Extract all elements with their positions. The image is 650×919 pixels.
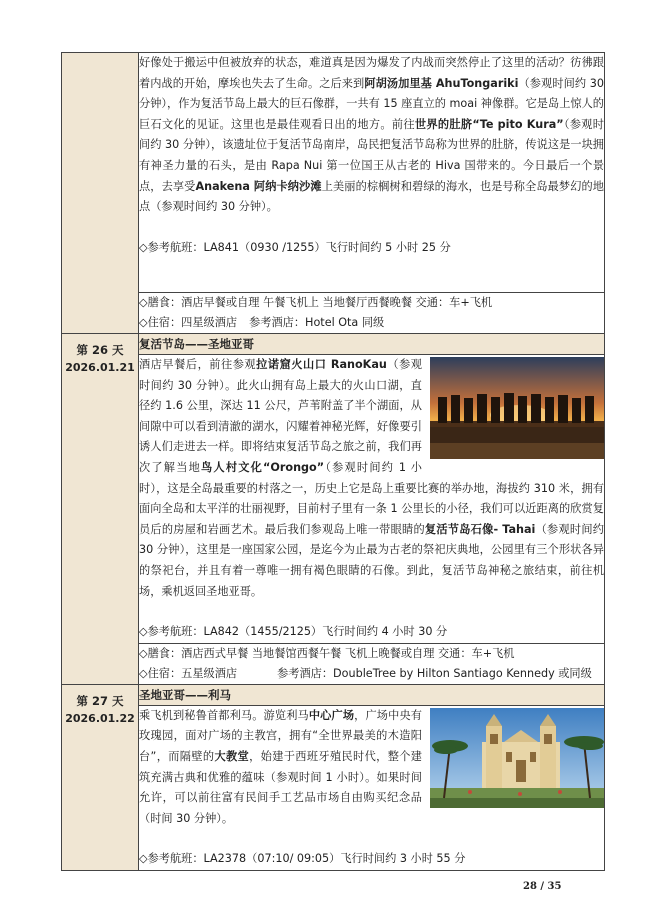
day26-date: 2026.01.21 bbox=[65, 361, 135, 374]
lima-cathedral-photo bbox=[430, 708, 604, 808]
day25-hotel: ◇住宿：四星级酒店 bbox=[139, 316, 238, 329]
day27-text-1: 乘飞机到秘鲁首都利马。游览利马 bbox=[139, 708, 309, 722]
day25-text-3: （参观时间约 30 分钟），该遗址位于复活节岛南岸，岛民把复活节岛称为世界的肚脐，传说这是一块拥有神圣力量的石头，是由 Rapa Nui 第一位国王从古老的 Hiva 国带来的。今日最后一个景点，去享受 bbox=[139, 117, 604, 193]
day27-text-2: ，广场中央有玫瑰园，面对广场的主教宫，拥有“全世界最美的木造阳台”，而隔壁的 bbox=[139, 708, 422, 763]
day26-info bbox=[139, 643, 605, 684]
day26-text-1: 酒店早餐后，前往参观 bbox=[139, 358, 257, 371]
day26-text-2: （参观时间约 30 分钟）。此火山拥有岛上最大的火山口湖，直径约 1.6 公里，深达 11 公尺，芦苇附盖了半个湖面，从间隙中可以看到清澈的湖水，闪耀着神秘光辉，好像要引诱人们走进去一样。即将结束复活节岛之旅之前，我们再次了解当地 bbox=[139, 358, 422, 474]
day25-day-cell bbox=[62, 53, 139, 334]
day26-hotel-ref: 参考酒店：DoubleTree by Hilton Santiago Kennedy 或同级 bbox=[277, 666, 592, 680]
orongo-name: 鸟人村文化“Orongo” bbox=[201, 460, 325, 474]
day26-content-row bbox=[62, 355, 605, 644]
day26-title: 复活节岛——圣地亚哥 bbox=[139, 334, 605, 355]
day26-flight: ◇参考航班：LA842（1455/2125）飞行时间约 4 小时 30 分 bbox=[139, 625, 448, 639]
day27-header-row bbox=[62, 684, 605, 705]
day26-content bbox=[139, 355, 605, 644]
day25-description bbox=[139, 53, 604, 218]
day26-meals: ◇膳食：酒店西式早餐 当地餐馆西餐午餐 飞机上晚餐或自理 交通：车+飞机 bbox=[139, 646, 515, 660]
day25-text-2: （参观时间约 30 分钟），作为复活节岛上最大的巨石像群，一共有 15 座直立的 moai 神像群。它是岛上惊人的巨石文化的见证。这里也是最佳观看日出的地方。前往 bbox=[139, 76, 604, 131]
ahu-tongariki-name: 阿胡汤加里基 AhuTongariki bbox=[364, 76, 519, 90]
day27-title: 圣地亚哥——利马 bbox=[139, 684, 605, 705]
day26-hotel: ◇住宿：五星级酒店 bbox=[139, 666, 238, 680]
day26-text-4: （参观时间约 30 分钟），这里是一座国家公园，是迄今为止最为古老的祭祀庆典地，公园里有三个形状各异的祭祀台，并且有着一尊唯一拥有褐色眼睛的石像。到此，复活节岛神秘之旅结束，前往机场，乘机返回圣地亚哥。 bbox=[139, 522, 604, 598]
easter-island-moai-photo bbox=[430, 357, 604, 459]
te-pito-kura-name: 世界的肚脐“Te pito Kura” bbox=[414, 117, 564, 131]
day27-day-cell bbox=[62, 684, 139, 870]
day27-content-row bbox=[62, 705, 605, 870]
day26-header-row bbox=[62, 334, 605, 355]
itinerary-table bbox=[61, 52, 605, 871]
day25-flight: ◇参考航班：LA841（0930 /1255）飞行时间约 5 小时 25 分 bbox=[139, 240, 451, 254]
central-park-name: 中心广场 bbox=[308, 708, 355, 722]
day27-label: 第 27 天 bbox=[76, 693, 124, 708]
day25-meals: ◇膳食：酒店早餐或自理 午餐飞机上 当地餐厅西餐晚餐 交通：车+飞机 bbox=[139, 296, 493, 309]
day25-content bbox=[139, 53, 605, 293]
day26-hotel-line bbox=[139, 664, 604, 684]
day25-text-1: 好像处于搬运中但被放弃的状态，难道真是因为爆发了内战而突然停止了这里的活动？彷彿跟着内战的开始，摩埃也失去了生命。之后来到 bbox=[139, 56, 604, 90]
tahai-name: 复活节岛石像- Tahai bbox=[424, 522, 536, 536]
day26-text-3: （参观时间约 1 小时），这是全岛最重要的村落之一，历史上它是岛上重要比赛的举办地，海拔约 310 米，拥有面向全岛和太平洋的壮丽视野，目前村子里有一条 1 公里长的小径，我们可以近距离的欣赏复员后的房屋和岩画艺术。最后我们参观岛上唯一带眼睛的 bbox=[139, 460, 604, 536]
anakena-name: Anakena 阿纳卡纳沙滩 bbox=[195, 179, 322, 193]
day27-flight: ◇参考航班：LA2378（07:10/ 09:05）飞行时间约 3 小时 55 分 bbox=[139, 852, 466, 866]
day25-content-row bbox=[62, 53, 605, 293]
day25-info bbox=[139, 293, 605, 334]
page-number: 28 / 35 bbox=[523, 881, 562, 892]
cathedral-name: 大教堂 bbox=[214, 749, 250, 763]
day25-info-row bbox=[62, 293, 605, 334]
day26-day-cell bbox=[62, 334, 139, 685]
day27-date: 2026.01.22 bbox=[65, 711, 135, 725]
day26-info-row bbox=[62, 643, 605, 684]
day25-hotel-ref: 参考酒店：Hotel Ota 同级 bbox=[249, 316, 385, 329]
day26-label: 第 26 天 bbox=[76, 343, 124, 357]
day27-content bbox=[139, 705, 605, 870]
rano-kau-name: 拉诺窟火山口 RanoKau bbox=[256, 358, 387, 371]
day25-text-4: 上美丽的棕榈树和碧绿的海水，也是号称全岛最梦幻的地点（参观时间约 30 分钟）。 bbox=[139, 179, 604, 214]
day27-text-3: ，始建于西班牙殖民时代，整个建筑充满古典和优雅的蕴味（参观时间 1 小时）。如果时间允许，可以前往富有民间手工艺品市场自由购买纪念品（时间 30 分钟）。 bbox=[139, 749, 422, 825]
day25-hotel-line bbox=[139, 313, 604, 333]
